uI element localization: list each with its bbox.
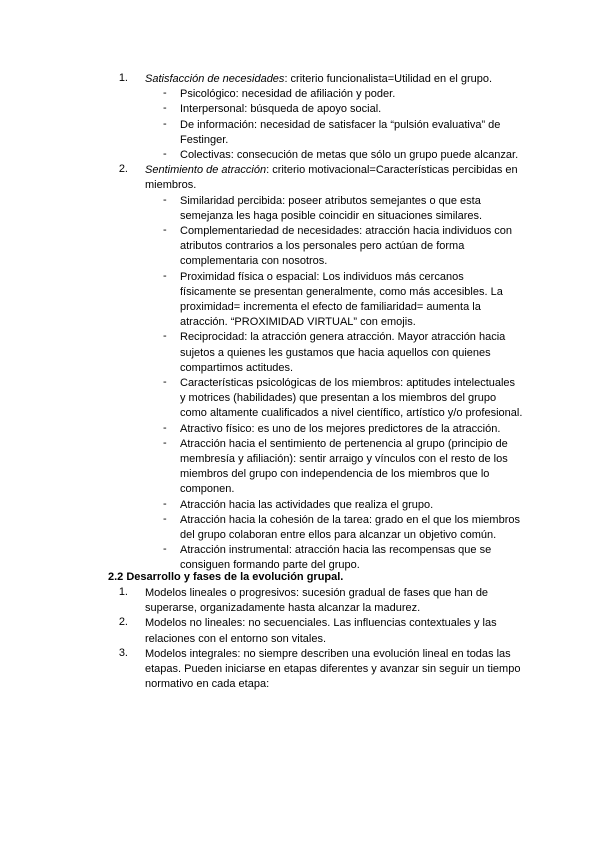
sub-item-line: Reciprocidad: la atracción genera atracción. Mayor atracción hacia bbox=[180, 331, 506, 344]
list-item-line bbox=[145, 163, 518, 178]
list-item-text: : criterio motivacional=Características percibidas en bbox=[266, 164, 518, 177]
list-number: 3. bbox=[118, 646, 128, 659]
sub-item-line: Atractivo físico: es uno de los mejores predictores de la atracción. bbox=[180, 422, 501, 435]
sub-item-line: Características psicológicas de los miembros: aptitudes intelectuales bbox=[180, 377, 516, 389]
bullet-dash: - bbox=[163, 269, 167, 282]
sub-item-line: Complementariedad de necesidades: atracción hacia individuos con bbox=[180, 225, 513, 237]
list-item-line: normativo en cada etapa: bbox=[145, 678, 270, 691]
bullet-dash: - bbox=[163, 436, 167, 449]
bullet-dash: - bbox=[163, 512, 167, 525]
sub-item-line: del grupo colaboran entre ellos para alcanzar un objetivo común. bbox=[180, 529, 497, 541]
section-heading: 2.2 Desarrollo y fases de la evolución grupal. bbox=[108, 571, 344, 583]
bullet-dash: - bbox=[163, 421, 167, 434]
list-item-continuation: miembros. bbox=[145, 179, 197, 192]
sub-item-line: Proximidad física o espacial: Los individuos más cercanos bbox=[180, 270, 464, 283]
sub-item-line: De información: necesidad de satisfacer la “pulsión evaluativa” de bbox=[180, 118, 501, 131]
sub-item-line: como altamente cualificados a nivel científico, artístico y/o profesional. bbox=[180, 407, 523, 420]
sub-item-line: membresía y afiliación): sentir arraigo y vínculos con el resto de los bbox=[180, 453, 508, 465]
bullet-dash: - bbox=[163, 102, 167, 115]
sub-item-line: Similaridad percibida: poseer atributos semejantes o que esta bbox=[180, 194, 481, 207]
bullet-dash: - bbox=[163, 330, 167, 343]
sub-item-line: Atracción instrumental: atracción hacia las recompensas que se bbox=[180, 544, 492, 557]
sub-item-line: complementaria con nosotros. bbox=[180, 255, 328, 268]
bullet-dash: - bbox=[163, 376, 167, 388]
sub-item-line: Atracción hacia el sentimiento de pertenencia al grupo (principio de bbox=[180, 437, 508, 450]
sub-item-line: miembros del grupo con independencia de los miembros que lo bbox=[180, 468, 490, 481]
bullet-dash: - bbox=[163, 148, 167, 160]
bullet-dash: - bbox=[163, 87, 167, 100]
list-number: 2. bbox=[118, 163, 128, 176]
bullet-dash: - bbox=[163, 543, 167, 556]
sub-item-line: compartimos actitudes. bbox=[180, 361, 294, 374]
list-item-title: Sentimiento de atracción bbox=[145, 164, 267, 177]
sub-item-line: componen. bbox=[180, 483, 235, 496]
list-item-line: etapas. Pueden iniciarse en etapas diferentes y avanzar sin seguir un tiempo bbox=[145, 663, 521, 675]
bullet-dash: - bbox=[163, 193, 167, 206]
list-number: 2. bbox=[118, 616, 128, 629]
list-item-line: relaciones con el entorno son vitales. bbox=[145, 632, 326, 645]
sub-item-line: y motrices (habilidades) que presentan a los miembros del grupo bbox=[180, 392, 497, 405]
sub-item-line: Atracción hacia las actividades que realiza el grupo. bbox=[180, 498, 434, 511]
sub-item-line: atracción. “PROXIMIDAD VIRTUAL” con emojis. bbox=[180, 316, 416, 329]
list-item-text: : criterio funcionalista=Utilidad en el grupo. bbox=[284, 73, 493, 85]
bullet-dash: - bbox=[163, 497, 167, 510]
sub-item-line: atributos contrarios a los personales pero actúan de forma bbox=[180, 240, 465, 253]
list-item-line: Modelos no lineales: no secuenciales. Las influencias contextuales y las bbox=[145, 617, 497, 630]
sub-item-line: sujetos a quienes les gustamos que hacia aquellos con quienes bbox=[180, 346, 491, 359]
list-number: 1. bbox=[118, 586, 128, 598]
sub-item-line: proximidad= incrementa el efecto de familiaridad= aumenta la bbox=[180, 301, 481, 313]
sub-item-line: físicamente se presentan generalmente, como más accesibles. La bbox=[180, 285, 503, 298]
list-item-line bbox=[145, 72, 492, 87]
bullet-dash: - bbox=[163, 224, 167, 236]
sub-item-line: consiguen formando parte del grupo. bbox=[180, 559, 360, 572]
list-number: 1. bbox=[118, 72, 128, 84]
sub-item-line: semejanza les haga posible coincidir en situaciones similares. bbox=[180, 209, 483, 222]
list-item-line: superarse, organizadamente hasta alcanzar la madurez. bbox=[145, 602, 421, 615]
sub-item-line: Psicológico: necesidad de afiliación y poder. bbox=[180, 88, 396, 101]
list-item-title: Satisfacción de necesidades bbox=[145, 73, 285, 85]
sub-item-line: Atracción hacia la cohesión de la tarea: grado en el que los miembros bbox=[180, 513, 520, 526]
bullet-dash: - bbox=[163, 117, 167, 130]
sub-item-line: Festinger. bbox=[180, 133, 229, 146]
sub-item-line: Interpersonal: búsqueda de apoyo social. bbox=[180, 103, 382, 116]
list-item-line: Modelos integrales: no siempre describen una evolución lineal en todas las bbox=[145, 647, 511, 660]
list-item-line: Modelos lineales o progresivos: sucesión gradual de fases que han de bbox=[145, 587, 489, 599]
sub-item-line: Colectivas: consecución de metas que sólo un grupo puede alcanzar. bbox=[180, 149, 519, 161]
